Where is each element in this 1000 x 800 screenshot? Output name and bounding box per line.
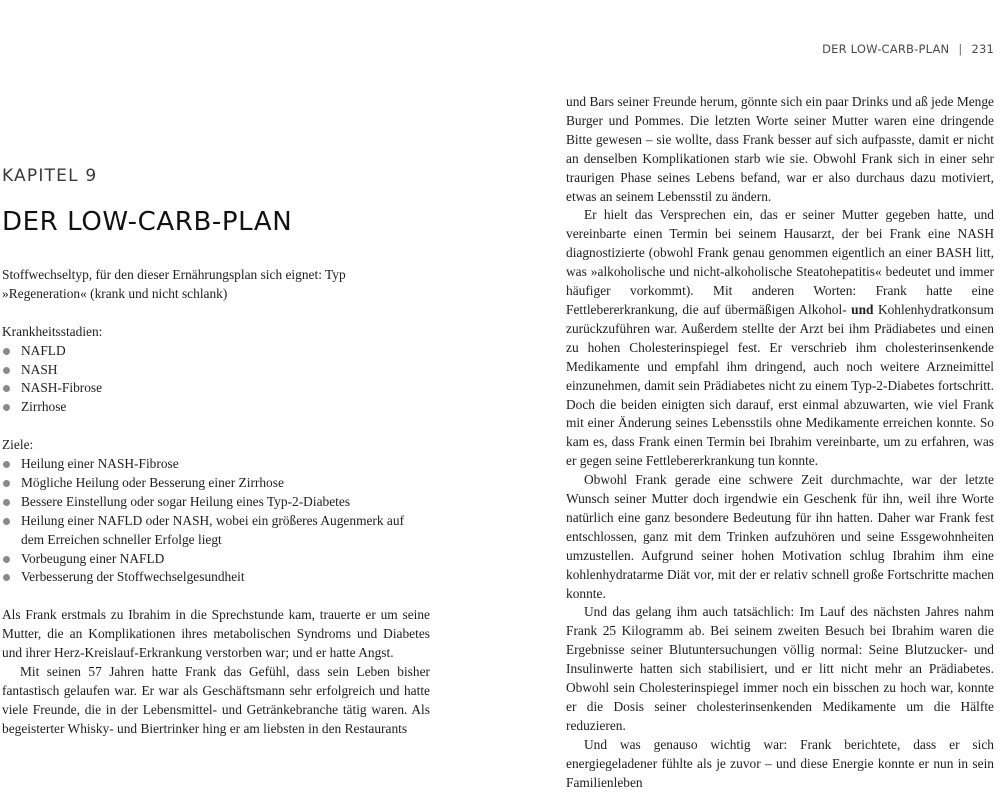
list-item: Heilung einer NASH-Fibrose <box>2 455 430 474</box>
bullet-icon <box>3 480 10 487</box>
list-item: Mögliche Heilung oder Besserung einer Zirrhose <box>2 474 430 493</box>
list-item: NASH <box>2 361 430 380</box>
stages-label: Krankheitsstadien: <box>2 323 103 339</box>
bullet-icon <box>3 348 10 355</box>
emphasis-und: und <box>851 301 874 317</box>
goals-label: Ziele: <box>2 437 34 453</box>
list-item: Vorbeugung einer NAFLD <box>2 550 430 569</box>
list-item: Bessere Einstellung oder sogar Heilung eines Typ-2-Diabetes <box>2 493 430 512</box>
body-paragraph: und Bars seiner Freunde herum, gönnte sich ein paar Drinks und aß jede Menge Burger und Pommes. Die letzten Worte seiner Mutter waren eine dringende Bitte gewesen – sie wollte, dass Frank besser auf sich aufpasste, damit er nicht an denselben Komplikationen starb wie sie. Obwohl Frank sich in einer sehr traurigen Phase seines Lebens befand, war er also durchaus dazu motiviert, etwas an seinem Lebensstil zu ändern. <box>566 94 994 204</box>
running-head-title: DER LOW-CARB-PLAN <box>822 42 950 56</box>
bullet-icon <box>3 556 10 563</box>
running-head <box>822 42 994 56</box>
bullet-icon <box>3 385 10 392</box>
chapter-title: DER LOW-CARB-PLAN <box>2 207 293 237</box>
story-intro <box>2 606 430 738</box>
list-item: Verbesserung der Stoffwechselgesundheit <box>2 568 430 587</box>
page-number: 231 <box>971 42 994 56</box>
body-paragraph: Mit seinen 57 Jahren hatte Frank das Gefühl, dass sein Leben bisher fantastisch gelaufen war. Er war als Geschäftsmann sehr erfolgreich und hatte viele Freunde, die in der Lebensmittel- und Getränkebranche tätig waren. Als begeisterter Whisky- und Biertrinker hing er am liebsten in den Restaurants <box>2 663 430 736</box>
bullet-icon <box>3 367 10 374</box>
list-item: NAFLD <box>2 342 430 361</box>
body-paragraph: Er hielt das Versprechen ein, das er seiner Mutter gegeben hatte, und vereinbarte einen Termin bei seinem Hausarzt, der bei Frank eine NASH diagnostizierte (obwohl Frank genau genommen eigentlich an einer BASH litt, was »alkoholische und nicht-alkoholische Steatohepatitis« bedeutet und immer häufiger vorkommt). Mit anderen Worten: Frank hatte eine Fettlebererkrankung, die auf übermäßigen Alkohol- und Kohlenhydratkonsum zurückzuführen war. Außerdem stellte der Arzt bei ihm Prädiabetes und einen zu hohen Cholesterinspiegel fest. Er verschrieb ihm cholesterinsenkende Medikamente und empfahl ihm dringend, auch noch weitere Arzneimittel einzunehmen, damit sein Prädiabetes nicht zu einem Typ-2-Diabetes fortschritt. Doch die beiden einigten sich darauf, erst einmal abzuwarten, wie viel Frank mit einer Änderung seines Lebensstils ohne Medikamente erreichen konnte. So kam es, dass Frank einen Termin bei Ibrahim vereinbarte, um zu erfahren, was er gegen seine Fettlebererkrankung tun konnte. <box>566 207 994 469</box>
right-column <box>566 93 994 793</box>
bullet-icon <box>3 404 10 411</box>
goals-list <box>2 455 430 587</box>
stages-list <box>2 342 430 418</box>
bullet-icon <box>3 499 10 506</box>
bullet-icon <box>3 518 10 525</box>
running-head-separator: | <box>958 42 963 56</box>
body-paragraph: Als Frank erstmals zu Ibrahim in die Sprechstunde kam, trauerte er um seine Mutter, die an Komplikationen ihres metabolischen Syndroms und Diabetes und ihrer Herz-Kreislauf-Erkrankung verstorben war; und er hatte Angst. <box>2 607 430 661</box>
list-item: NASH-Fibrose <box>2 379 430 398</box>
left-column <box>2 160 430 739</box>
bullet-icon <box>3 461 10 468</box>
chapter-label: KAPITEL 9 <box>2 166 98 186</box>
body-paragraph: Obwohl Frank gerade eine schwere Zeit durchmachte, war der letzte Wunsch seiner Mutter doch irgendwie ein Geschenk für ihn, weil ihre Worte natürlich eine ganz besondere Bedeutung für ihn hatten. Daher war Frank fest entschlossen, ganz mit dem Trinken aufzuhören und seine Essgewohnheiten umzustellen. Aufgrund seiner hohen Motivation schlug Ibrahim ihm eine kohlenhydratarme Diät vor, mit der er relativ schnell große Fortschritte machen konnte. <box>566 472 994 601</box>
body-paragraph: Und das gelang ihm auch tatsächlich: Im Lauf des nächsten Jahres nahm Frank 25 Kilogramm ab. Bei seinem zweiten Besuch bei Ibrahim waren die Ergebnisse seiner Blutuntersuchungen völlig normal: Seine Blutzucker- und Insulinwerte hatten sich stabilisiert, und er litt nicht mehr an Prädiabetes. Obwohl sein Cholesterinspiegel immer noch ein bisschen zu hoch war, konnte er die Dosis seiner cholesterinsenkenden Medikamente um die Hälfte reduzieren. <box>566 604 994 733</box>
body-paragraph: Und was genauso wichtig war: Frank berichtete, dass er sich energiegeladener fühlte als je zuvor – und diese Energie konnte er nun in sein Familienleben <box>566 736 994 790</box>
list-item: Heilung einer NAFLD oder NASH, wobei ein größeres Augenmerk auf dem Erreichen schneller Erfolge liegt <box>2 512 430 550</box>
metabolic-type-line: Stoffwechseltyp, für den dieser Ernährungsplan sich eignet: Typ »Regeneration« (krank und nicht schlank) <box>2 267 346 301</box>
list-item: Zirrhose <box>2 398 430 417</box>
bullet-icon <box>3 574 10 581</box>
